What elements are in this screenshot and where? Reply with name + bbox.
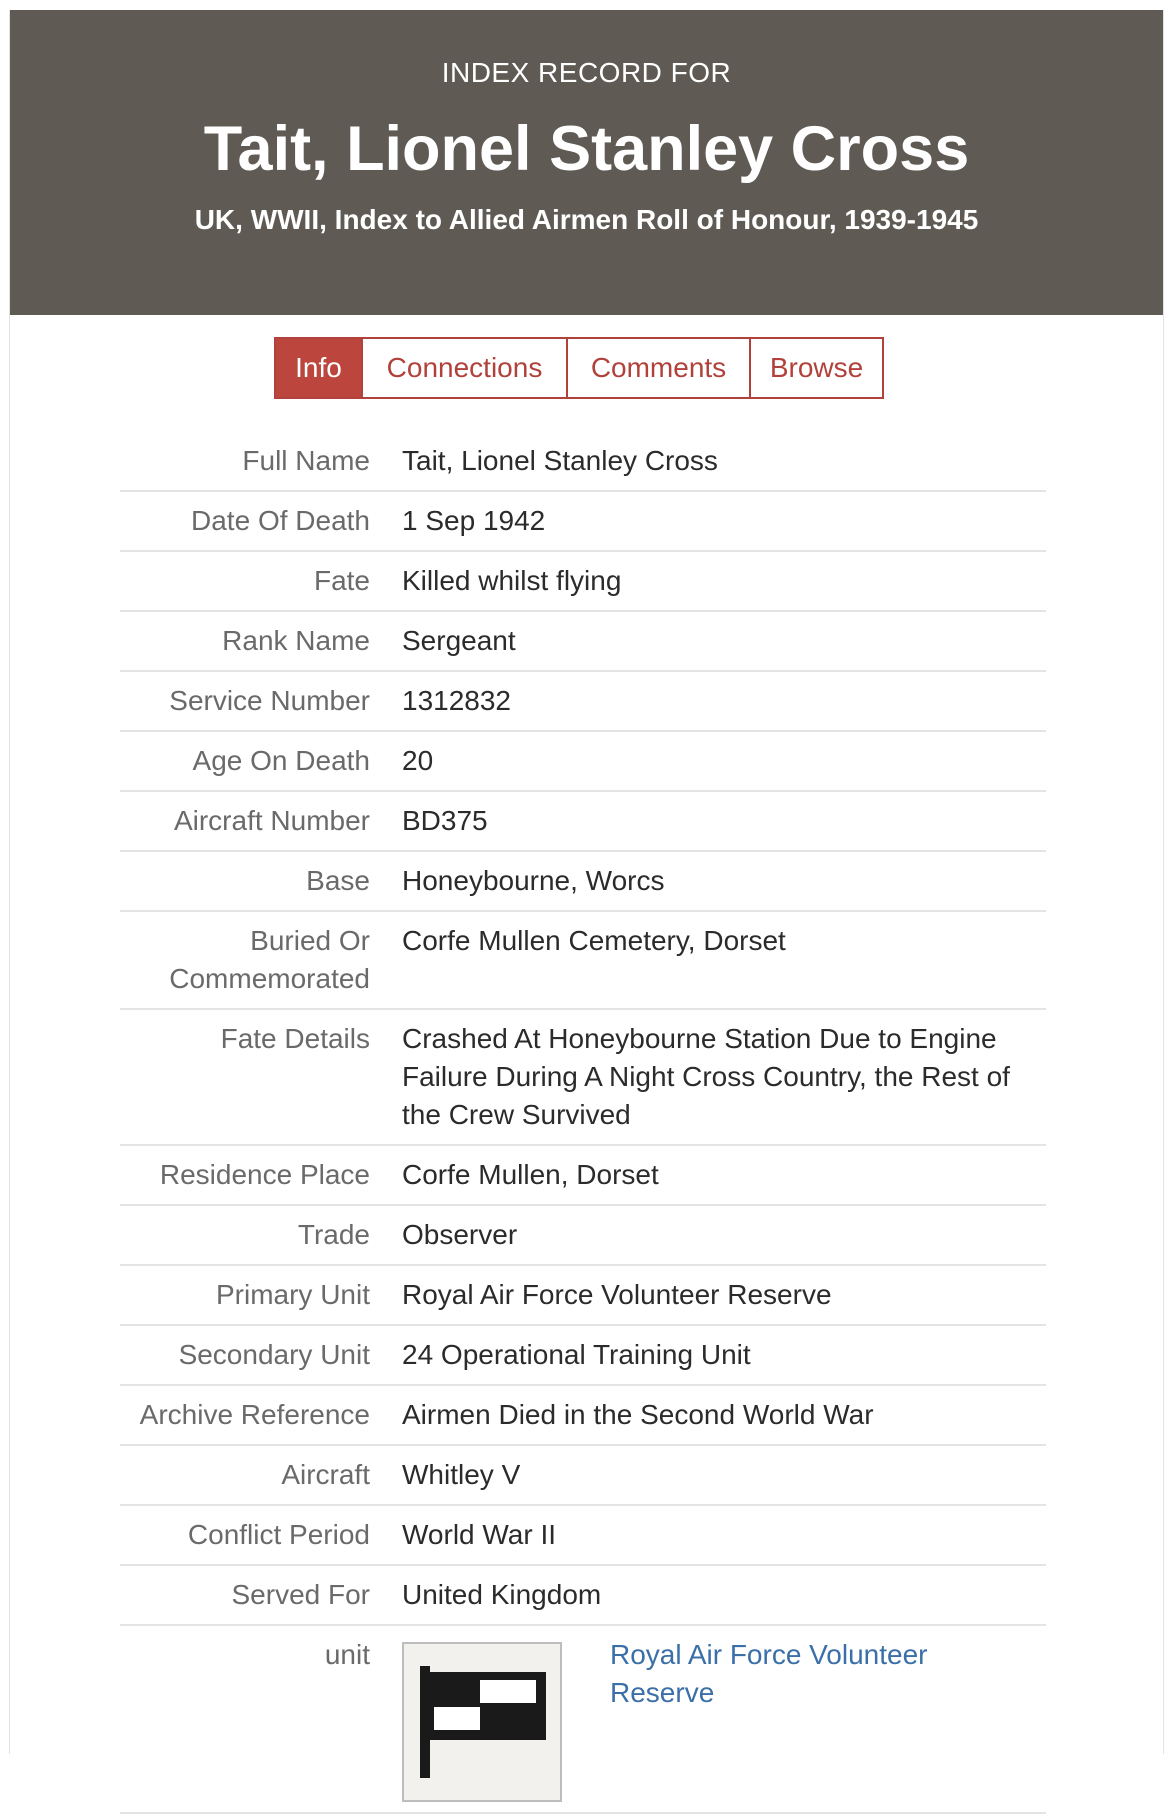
row-served-for bbox=[120, 1566, 1046, 1626]
field-label: Residence Place bbox=[159, 1159, 370, 1190]
field-value: Royal Air Force Volunteer Reserve bbox=[402, 1279, 832, 1310]
field-value: 1312832 bbox=[402, 685, 512, 716]
field-label: Date Of Death bbox=[191, 505, 370, 536]
field-value: Whitley V bbox=[402, 1459, 521, 1490]
record-details-table bbox=[120, 432, 1046, 1814]
field-label: Age On Death bbox=[192, 745, 370, 776]
row-rank-name bbox=[120, 612, 1046, 672]
field-label: Primary Unit bbox=[215, 1279, 370, 1310]
row-aircraft bbox=[120, 1446, 1046, 1506]
row-trade bbox=[120, 1206, 1046, 1266]
field-value: Airmen Died in the Second World War bbox=[402, 1399, 874, 1430]
field-label: Aircraft bbox=[281, 1459, 370, 1490]
field-value: Corfe Mullen Cemetery, Dorset bbox=[402, 925, 786, 956]
field-label: Fate Details bbox=[220, 1023, 370, 1054]
field-label: unit bbox=[324, 1639, 370, 1670]
row-full-name bbox=[120, 432, 1046, 492]
field-label: Conflict Period bbox=[187, 1519, 370, 1550]
row-primary-unit bbox=[120, 1266, 1046, 1326]
field-label: Base bbox=[306, 865, 370, 896]
record-tabs bbox=[274, 337, 884, 399]
row-secondary-unit bbox=[120, 1326, 1046, 1386]
row-base bbox=[120, 852, 1046, 912]
field-label: Buried Or Commemorated bbox=[169, 925, 370, 994]
row-age-on-death bbox=[120, 732, 1046, 792]
field-value: Honeybourne, Worcs bbox=[402, 865, 665, 896]
tab-comments[interactable]: Comments bbox=[566, 339, 749, 397]
field-value: Killed whilst flying bbox=[402, 565, 622, 596]
row-residence-place bbox=[120, 1146, 1046, 1206]
field-label: Rank Name bbox=[222, 625, 370, 656]
tab-info[interactable]: Info bbox=[276, 339, 361, 397]
field-value: 24 Operational Training Unit bbox=[402, 1339, 751, 1370]
row-conflict-period bbox=[120, 1506, 1046, 1566]
collection-subtitle: UK, WWII, Index to Allied Airmen Roll of Honour, 1939-1945 bbox=[194, 204, 979, 235]
row-aircraft-number bbox=[120, 792, 1046, 852]
field-value: BD375 bbox=[402, 805, 488, 836]
field-label: Service Number bbox=[169, 685, 370, 716]
field-value: Tait, Lionel Stanley Cross bbox=[402, 445, 718, 476]
field-label: Served For bbox=[231, 1579, 370, 1610]
header-kicker: INDEX RECORD FOR bbox=[441, 57, 732, 88]
tab-browse[interactable]: Browse bbox=[749, 339, 882, 397]
field-value: 1 Sep 1942 bbox=[402, 505, 546, 536]
field-value: Observer bbox=[402, 1219, 518, 1250]
field-value: 20 bbox=[402, 745, 434, 776]
row-archive-reference bbox=[120, 1386, 1046, 1446]
row-fate-details bbox=[120, 1010, 1046, 1146]
field-label: Archive Reference bbox=[139, 1399, 370, 1430]
tab-connections[interactable]: Connections bbox=[361, 339, 566, 397]
field-value: Crashed At Honeybourne Station Due to Engine Failure During A Night Cross Country, the Rest of the Crew Survived bbox=[402, 1023, 1010, 1130]
row-buried-or-commemorated bbox=[120, 912, 1046, 1010]
record-title: Tait, Lionel Stanley Cross bbox=[203, 114, 970, 184]
unit-value bbox=[402, 1636, 1046, 1802]
flag-icon bbox=[404, 1644, 560, 1800]
field-value: Corfe Mullen, Dorset bbox=[402, 1159, 659, 1190]
row-service-number bbox=[120, 672, 1046, 732]
field-value: Sergeant bbox=[402, 625, 516, 656]
field-label: Trade bbox=[297, 1219, 370, 1250]
unit-thumbnail[interactable] bbox=[402, 1642, 562, 1802]
field-value: United Kingdom bbox=[402, 1579, 602, 1610]
row-unit bbox=[120, 1626, 1046, 1814]
field-value: World War II bbox=[402, 1519, 557, 1550]
row-fate bbox=[120, 552, 1046, 612]
unit-link[interactable]: Royal Air Force Volunteer Reserve bbox=[610, 1639, 928, 1708]
field-label: Aircraft Number bbox=[173, 805, 370, 836]
record-header bbox=[10, 10, 1163, 315]
field-label: Full Name bbox=[242, 445, 370, 476]
row-date-of-death bbox=[120, 492, 1046, 552]
field-label: Fate bbox=[313, 565, 370, 596]
field-label: Secondary Unit bbox=[178, 1339, 370, 1370]
